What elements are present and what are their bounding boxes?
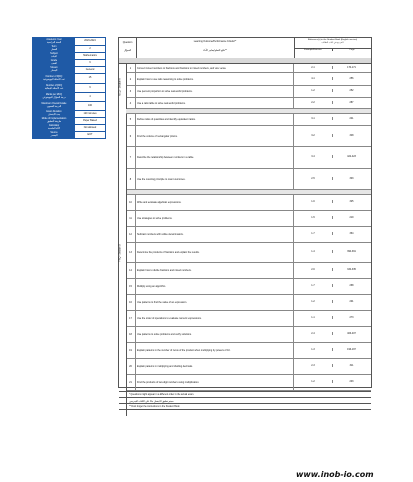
- info-row: [33, 38, 105, 46]
- info-key: [33, 132, 75, 138]
- info-key-ar: درجة السؤال الموضوعي: [42, 97, 66, 99]
- info-key-en: Source: [50, 132, 58, 135]
- row-page: 364: [349, 232, 354, 235]
- row-example: 3-4: [294, 155, 333, 158]
- info-key-en: Calculator: [48, 125, 60, 128]
- table-row: [126, 263, 371, 279]
- info-key: [33, 60, 75, 66]
- info-key-ar: عدد الأسئلة المقالية: [44, 88, 64, 90]
- row-number: 7: [126, 147, 136, 168]
- row-outcome: Use strategies to solve problems.: [135, 211, 294, 226]
- row-example: 1-4: [294, 250, 333, 253]
- table-row: [126, 227, 371, 243]
- header-reference: Reference(s) in the Student Book (English version) المرجع في كتاب الطالب Example/Exercise Page: [294, 38, 371, 58]
- info-key-ar: الآلة الحاسبة: [48, 128, 60, 130]
- info-key-en: Number of FRQ: [45, 85, 63, 88]
- table-header: [119, 38, 371, 59]
- info-value: 2: [89, 46, 91, 50]
- row-page: 325: [349, 200, 354, 203]
- row-number: 10: [126, 195, 136, 210]
- row-outcome: Use the order of operations to evaluate numeric expressions.: [135, 311, 294, 326]
- row-example: 2-3: [294, 364, 333, 367]
- row-number: 1: [126, 64, 136, 72]
- row-example: 1-7: [294, 284, 333, 287]
- info-row: [33, 46, 105, 53]
- row-outcome: Find the products of two-digit numbers using multiplication.: [135, 375, 294, 390]
- row-outcome: Explain how to use ratio reasoning to solve problems.: [135, 73, 294, 85]
- info-value: 100: [88, 103, 92, 107]
- info-key-ar: المسار: [50, 70, 58, 72]
- row-page: 256: [349, 76, 354, 80]
- footer-text: ** Dont forget the instructions in the Student Book: [129, 406, 180, 408]
- table-row: [126, 327, 371, 343]
- row-outcome: Use percent proportion to solve real-world problems.: [135, 86, 294, 97]
- info-key-ar: المصدر: [50, 135, 58, 137]
- outcomes-table: [118, 37, 372, 408]
- row-page: 273: [349, 316, 354, 319]
- info-row: [33, 74, 105, 84]
- section-label: MCQ - Section A: [118, 77, 122, 96]
- info-value: Not allowed: [83, 125, 97, 129]
- row-example: 1-6: [294, 200, 333, 203]
- info-key-en: Exam Duration: [46, 111, 62, 114]
- table-row: [126, 114, 371, 126]
- row-example: 2-6: [294, 268, 333, 271]
- table-row: [126, 343, 371, 359]
- info-key-en: Subject: [50, 53, 58, 56]
- row-number: 15: [126, 279, 136, 294]
- row-example: 2-5: [294, 177, 333, 180]
- table-row: [126, 295, 371, 311]
- info-key: [33, 74, 75, 83]
- table-row: [126, 169, 371, 190]
- row-example: 1-1: [294, 316, 333, 319]
- watermark-text: www.inob-io.com: [296, 470, 374, 479]
- info-value: 120 minutes: [83, 111, 97, 115]
- row-page: 268: [349, 284, 354, 287]
- row-page: 348: [349, 133, 354, 137]
- table-row: [126, 311, 371, 327]
- info-key: [33, 38, 75, 45]
- row-number: 8: [126, 169, 136, 189]
- info-row: [33, 93, 105, 102]
- info-key-en: Marks per MCQ: [45, 94, 63, 97]
- row-example: 1-2: [294, 300, 333, 303]
- row-page: 390-391: [347, 250, 356, 253]
- info-value: Mathematics: [83, 53, 97, 57]
- info-key: [33, 67, 75, 73]
- info-key: [33, 118, 75, 124]
- table-row: [126, 211, 371, 227]
- row-outcome: Define ratios of quantities and identify equivalent ratios.: [135, 114, 294, 125]
- row-number: 21: [126, 375, 136, 390]
- info-key: [33, 125, 75, 131]
- info-row: [33, 60, 105, 67]
- footer-note: [119, 409, 371, 416]
- row-outcome: Use patterns to find the value of an expression.: [135, 295, 294, 310]
- row-number: 12: [126, 227, 136, 242]
- info-key-ar: السنة الدراسية: [46, 41, 62, 44]
- info-key-ar: الدرجة القصوى: [46, 106, 62, 108]
- row-example: 1-3: [294, 348, 333, 351]
- info-key: [33, 111, 75, 117]
- table-row: [126, 126, 371, 147]
- header-question: Question السؤال: [119, 38, 137, 58]
- table-row: [126, 98, 371, 109]
- table-row: [126, 375, 371, 391]
- footer-text: * Questions might appear in a different order in the actual exam.: [129, 394, 195, 396]
- info-key-en: Number of MCQ: [45, 75, 63, 78]
- info-key-ar: مدة الامتحان: [47, 114, 61, 116]
- row-example: 1-2: [294, 89, 333, 92]
- row-number: 14: [126, 263, 136, 278]
- row-number: 17: [126, 311, 136, 326]
- table-row: [126, 243, 371, 263]
- row-number: 5: [126, 114, 136, 125]
- table-row: [126, 359, 371, 375]
- row-page: 201: [349, 300, 354, 303]
- row-example: 1-7: [294, 232, 333, 235]
- row-page: 219: [349, 216, 354, 219]
- row-number: 18: [126, 327, 136, 342]
- info-key-en: Academic Year: [46, 38, 62, 41]
- info-value: 6: [89, 60, 91, 64]
- section-label: FRQ - Section B: [118, 243, 122, 262]
- row-number: 6: [126, 126, 136, 146]
- section-column: [119, 114, 127, 391]
- info-row: [33, 111, 105, 118]
- info-row: [33, 102, 105, 111]
- exam-info-panel: [32, 37, 106, 139]
- info-key-en: Term: [51, 46, 57, 49]
- table-row: [126, 279, 371, 295]
- info-row: [33, 132, 105, 138]
- info-key: [33, 46, 75, 52]
- info-key-ar: عدد الأسئلة الموضوعية: [43, 78, 65, 81]
- info-key: [33, 102, 75, 110]
- row-page: 196-197: [347, 348, 356, 351]
- info-value: General: [85, 67, 95, 71]
- info-key-en: Maximum Overall Grade: [41, 103, 67, 106]
- row-outcome: Determine the products of fractions and explain the results.: [135, 243, 294, 262]
- info-row: [33, 53, 105, 60]
- row-number: 11: [126, 211, 136, 226]
- row-example: 3-2: [294, 134, 333, 137]
- info-key: [33, 93, 75, 101]
- row-outcome: Subtract numbers with unlike denominators.: [135, 227, 294, 242]
- row-page: 287: [349, 100, 354, 104]
- info-value: 2023-2024: [84, 39, 96, 43]
- info-key: [33, 53, 75, 59]
- info-value: 6: [89, 85, 91, 89]
- row-example: 1-5: [294, 216, 333, 219]
- row-outcome: Multiply using an algorithm.: [135, 279, 294, 294]
- info-row: [33, 67, 105, 74]
- header-outcome: Learning Outcome/Performance Criteria** نتائج التعلم/معايير الأداء**: [136, 38, 295, 58]
- info-key: [33, 84, 75, 92]
- table-row: [126, 195, 371, 211]
- table-row: [126, 147, 371, 169]
- info-value: Paper Based: [83, 118, 97, 122]
- footer-text: سيتم تطبيق الامتحان بناءً على الكتاب المدرسي: [129, 400, 174, 403]
- info-value: EOT: [87, 132, 93, 136]
- table-row: [126, 86, 371, 98]
- row-example: 3-1: [294, 117, 333, 120]
- row-number: 4: [126, 98, 136, 108]
- row-outcome: Explain patterns in multiplying and dividing decimals.: [135, 359, 294, 374]
- table-row: [126, 73, 371, 86]
- row-number: 13: [126, 243, 136, 262]
- section-column: [119, 64, 127, 109]
- row-page: 241: [349, 117, 354, 120]
- info-key-ar: الصف: [51, 63, 57, 65]
- info-row: [33, 125, 105, 132]
- row-outcome: Use the counting principle to count outcomes.: [135, 169, 294, 189]
- row-example: 2-2: [294, 101, 333, 104]
- row-outcome: Describe the relationship between numbers in a table.: [135, 147, 294, 168]
- row-number: 19: [126, 343, 136, 358]
- row-outcome: Use a ratio table to solve real-world problems.: [135, 98, 294, 108]
- row-number: 20: [126, 359, 136, 374]
- row-example: 4-1: [294, 77, 333, 80]
- row-outcome: Convert mixed numbers to fractions and fractions to mixed numbers, and vice versa.: [135, 64, 294, 72]
- row-number: 16: [126, 295, 136, 310]
- row-page: 203: [349, 380, 354, 383]
- info-key-ar: المادة: [51, 56, 57, 58]
- row-number: 3: [126, 86, 136, 97]
- row-page: 406-407: [347, 332, 356, 335]
- row-example: 2-1: [294, 66, 333, 69]
- info-key-ar: الفصل: [50, 49, 58, 51]
- row-page: 422-423: [347, 155, 356, 158]
- row-number: 2: [126, 73, 136, 85]
- info-key-en: Grade: [50, 60, 58, 63]
- row-page: 303: [349, 176, 354, 180]
- row-outcome: Explain patterns in the number of zeros of the product when multiplying by powers of 10.: [135, 343, 294, 358]
- row-outcome: Use patterns to solve problems and verify solutions.: [135, 327, 294, 342]
- row-example: 2-4: [294, 332, 333, 335]
- info-row: [33, 118, 105, 125]
- row-outcome: Find the volume of rectangular prisms.: [135, 126, 294, 146]
- row-example: 1-2: [294, 380, 333, 383]
- info-row: [33, 84, 105, 93]
- row-page: 334-335: [347, 268, 356, 271]
- row-outcome: Write and evaluate algebraic expressions.: [135, 195, 294, 210]
- row-page: 170-171: [347, 65, 356, 69]
- row-page: 311: [349, 364, 354, 367]
- row-outcome: Explain how to divide fractions and mixed numbers.: [135, 263, 294, 278]
- info-key-en: Mode of implementation: [41, 118, 67, 121]
- info-key-ar: طريقة التطبيق: [47, 121, 61, 123]
- row-page: 252: [349, 89, 354, 92]
- info-value: 4: [89, 94, 91, 98]
- info-value: 15: [88, 76, 92, 80]
- table-row: [126, 64, 371, 73]
- footer-marker: [119, 410, 127, 416]
- info-key-en: Stream: [50, 67, 58, 70]
